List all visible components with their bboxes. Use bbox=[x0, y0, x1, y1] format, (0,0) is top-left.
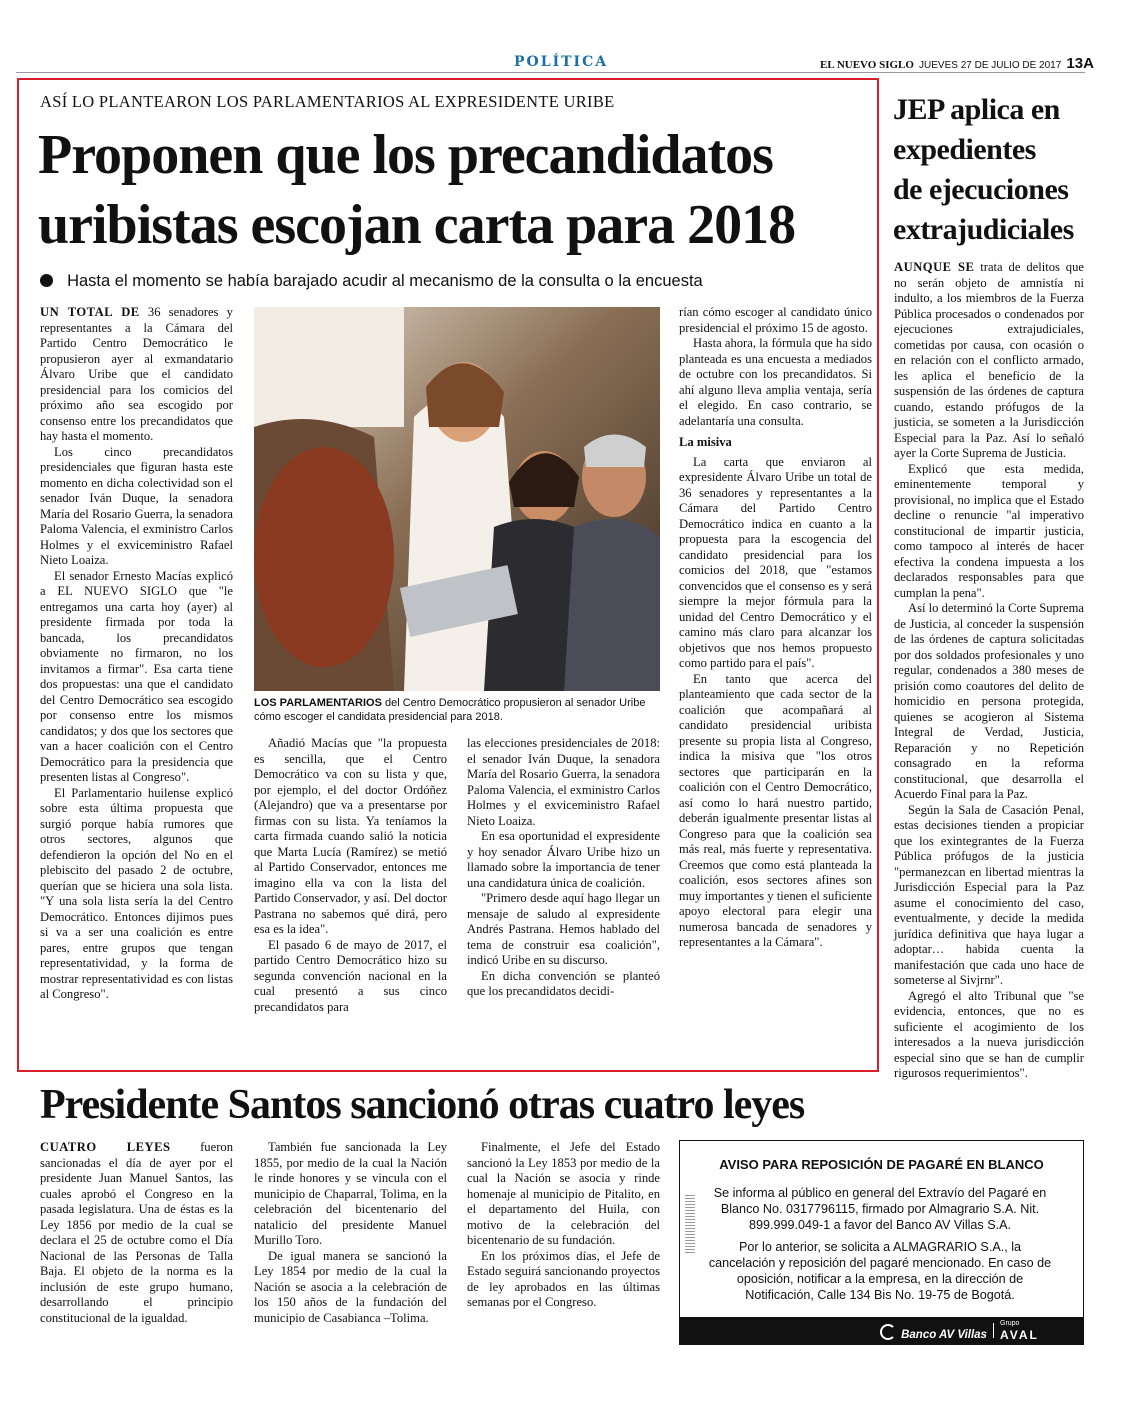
paragraph: Finalmente, el Jefe del Estado sancionó la Ley 1853 por medio de la cual la Nación se asocia y rinde homenaje al municipio de Pitalito, en el departamento del Huila, con motivo de la celebración del bicentenario de su fundación. bbox=[467, 1140, 660, 1247]
bottom-headline: Presidente Santos sancionó otras cuatro leyes bbox=[40, 1082, 805, 1128]
paragraph: Añadió Macías que "la propuesta es sencilla, que el Centro Democrático va con su lista y que, por ejemplo, el del doctor Ordóñez (Alejandro) que va a presentarse por firmas con su lista. Ya teníamos la carta firmada cuando salió la noticia que Marta Lucía (Ramírez) se metió al Partido Conservador, entonces me imagino ella va con la lista del Partido Conservador, y así. Del doctor Pastrana no sabemos qué dirá, pero esa es la idea". bbox=[254, 736, 447, 936]
paragraph: "Primero desde aquí hago llegar un mensaje de saludo al expresidente Andrés Pastrana. Hemos hablado del tema de construir esa coalición", indicó Uribe en su discurso. bbox=[467, 891, 660, 967]
legal-notice-ad bbox=[679, 1140, 1084, 1345]
paragraph: 36 senadores y representantes a la Cámara del Partido Centro Democrático le propusieron ayer al exmandatario Álvaro Uribe que el candidato presidencial para los comicios del próximo año sea escogido por consenso entre los precandidatos que hay hasta el momento. bbox=[40, 305, 233, 443]
photo-caption bbox=[254, 696, 660, 724]
subheadline-text: Hasta el momento se había barajado acudir al mecanismo de la consulta o la encuesta bbox=[67, 272, 703, 290]
main-col-1 bbox=[40, 305, 233, 1003]
issue-date: JUEVES 27 DE JULIO DE 2017 bbox=[919, 60, 1062, 71]
subhead-la-misiva: La misiva bbox=[679, 435, 732, 449]
paragraph: El pasado 6 de mayo de 2017, el partido Centro Democrático hizo su segunda convención nacional en la cual presentó a sus cinco precandidatos para bbox=[254, 937, 447, 1014]
page-number: 13A bbox=[1066, 55, 1094, 72]
bottom-col-2 bbox=[254, 1140, 447, 1326]
group-logo bbox=[1000, 1319, 1080, 1342]
group-divider bbox=[993, 1323, 994, 1338]
ad-footer-bar bbox=[680, 1317, 1083, 1344]
ad-title: AVISO PARA REPOSICIÓN DE PAGARÉ EN BLANCO bbox=[719, 1157, 1044, 1172]
paragraph: En tanto que acerca del planteamiento que cada sector de la coalición que acompañará al candidato presidencial uribista presente su propia lista al Congreso, indica la misiva que "los otros sectores que participarán en la coalición con el Centro Democrático, así como lo hará nuestro partido, deberán igualmente presentar listas al Congreso para que la coalición sea más real, más fuerte y representativa. Creemos que como está planteada la coalición, esos sectores afines son muy importantes y tienen el suficiente apoyo electoral para elegir una numerosa bancada de senadores y representantes a la Cámara". bbox=[679, 671, 872, 949]
paragraph: Los cinco precandidatos presidenciales que figuran hasta este momento en dicha colectividad son el senador Iván Duque, la senadora María del Rosario Guerra, la senadora Paloma Valencia, el exministro Carlos Holmes y el exviceministro Rafael Nieto Loaiza. bbox=[40, 444, 233, 567]
caption-lead: LOS PARLAMENTARIOS bbox=[254, 697, 382, 709]
subheadline bbox=[40, 271, 703, 291]
paragraph: De igual manera se sancionó la Ley 1854 por medio de la cual la Nación se asocia a la celebración de los 150 años de la fundación del municipio de Casabianca –Tolima. bbox=[254, 1248, 447, 1325]
ad-vertical-stamp bbox=[685, 1193, 695, 1253]
article-photo bbox=[254, 307, 660, 691]
side-headline-line: de ejecuciones bbox=[893, 173, 1069, 206]
main-col-4 bbox=[679, 305, 872, 951]
side-headline-line: extrajudiciales bbox=[893, 213, 1074, 246]
group-small-label: Grupo bbox=[1000, 1320, 1020, 1327]
newspaper-name: EL NUEVO SIGLO bbox=[820, 59, 914, 71]
lead-in: CUATRO LEYES bbox=[40, 1140, 171, 1154]
main-col-3 bbox=[467, 736, 660, 1000]
lead-in: AUNQUE SE bbox=[894, 260, 975, 274]
paragraph: En esa oportunidad el expresidente y hoy senador Álvaro Uribe hizo un llamado sobre la importancia de tener una candidatura única de coalición. bbox=[467, 829, 660, 890]
headline-line-2: uribistas escojan carta para 2018 bbox=[38, 194, 796, 256]
header-rule bbox=[16, 72, 1085, 73]
paragraph: las elecciones presidenciales de 2018: el senador Iván Duque, la senadora María del Rosario Guerra, la senadora Paloma Valencia, el exministro Carlos Holmes y el exviceministro Rafael Nieto Loaiza. bbox=[467, 736, 660, 828]
main-col-2 bbox=[254, 736, 447, 1015]
bank-logo bbox=[880, 1323, 987, 1342]
paragraph: En los próximos días, el Jefe de Estado seguirá sancionando proyectos de ley aprobados en las últimas semanas por el Congreso. bbox=[467, 1248, 660, 1309]
bottom-col-3 bbox=[467, 1140, 660, 1311]
ad-paragraph-1: Se informa al público en general del Extravío del Pagaré en Blanco No. 0317796115, firmado por Almagrario S.A. Nit. 899.999.049-1 a favor del Banco AV Villas S.A. bbox=[713, 1186, 1047, 1232]
lead-in: UN TOTAL DE bbox=[40, 305, 140, 319]
paragraph: Según la Sala de Casación Penal, estas decisiones tienden a propiciar que los exintegrantes de la Fuerza Pública prófugos de la justicia "permanezcan en libertad mientras la Jurisdicción Especial para la Paz asume el conocimiento del caso, eventualmente, y decide la medida jurídica definitiva que haya lugar a adoptar… habida cuenta la manifestación que cada uno hace de someterse al Sivjrnr". bbox=[894, 802, 1084, 987]
paragraph: La carta que enviaron al expresidente Álvaro Uribe un total de 36 senadores y representantes a la Cámara del Partido Centro Democrático indica en cuanto a la propuesta para la escogencia del candidato presidencial para los comicios del 2018, que "estamos convencidos que el consenso es y será siempre la mejor fórmula para la unidad del Centro Democrático y el camino más claro para alcanzar los objetivos que nos hemos propuesto como partido para el país". bbox=[679, 454, 872, 670]
bullet-icon bbox=[40, 274, 53, 287]
masthead-line bbox=[820, 53, 1094, 72]
paragraph: El senador Ernesto Macías explicó a EL NUEVO SIGLO que "le entregamos una carta hoy (ayer) al presidente firmada por toda la bancada, los precandidatos obviamente no firmaron, no los invitamos a firmar". Esa carta tiene dos propuestas: una que el candidato del Centro Democrático sea escogido por consenso entre los mismos candidatos; y dos que los sectores que van a hacer coalición con el Centro Democrático para la presidencia que presenten listas al Congreso". bbox=[40, 568, 233, 784]
paragraph: trata de delitos que no serán objeto de amnistía ni indulto, a los miembros de la Fuerza Pública procesados o condenados por ejecuciones extrajudiciales, cometidas por causa, con ocasión o en relación con el conflicto armado, les aplica el beneficio de la suspensión de las órdenes de captura cuando, estando prófugos de la justicia, se someten a la Jurisdicción Especial para la Paz. Así lo señaló ayer la Corte Suprema de Justicia. bbox=[894, 260, 1084, 460]
bottom-col-1 bbox=[40, 1140, 233, 1326]
ad-paragraph-2: Por lo anterior, se solicita a ALMAGRARIO S.A., la cancelación y reposición del pagaré mencionado. En caso de oposición, notificar a la empresa, en la dirección de Notificación, Calle 134 Bis No. 19-75 de Bogotá. bbox=[708, 1240, 1052, 1302]
paragraph: Agregó el alto Tribunal que "se evidencia, entonces, que no es suficiente el acogimiento de los interesados a la nueva jurisdicción especial sino que se han de cumplir rigurosos requerimientos". bbox=[894, 988, 1084, 1080]
paragraph: Así lo determinó la Corte Suprema de Justicia, al conceder la suspensión de las órdenes de captura solicitadas por dos soldados profesionales y uno regular, condenados a 380 meses de prisión como coautores del delito de homicidio en persona protegida, quienes se acogieron al Sistema Integral de Verdad, Justicia, Reparación y no Repetición consagrado en la reforma constitucional, que desarrolla el Acuerdo Final para la Paz. bbox=[894, 601, 1084, 801]
article-kicker: ASÍ LO PLANTEARON LOS PARLAMENTARIOS AL EXPRESIDENTE URIBE bbox=[40, 92, 615, 111]
side-headline bbox=[893, 90, 1093, 250]
headline-line-1: Proponen que los precandidatos bbox=[38, 124, 773, 186]
paragraph: rían cómo escoger al candidato único presidencial el próximo 15 de agosto. bbox=[679, 305, 872, 335]
bank-swirl-icon bbox=[880, 1324, 896, 1340]
section-label: POLÍTICA bbox=[514, 54, 609, 70]
side-article-body bbox=[894, 260, 1084, 1082]
paragraph: También fue sancionada la Ley 1855, por medio de la cual la Nación le rinde honores y se vincula con el municipio de Chaparral, Tolima, en la celebración del bicentenario del natalicio del presidente Manuel Murillo Toro. bbox=[254, 1140, 447, 1247]
paragraph: En dicha convención se planteó que los precandidatos decidi- bbox=[467, 968, 660, 998]
caption-text: del Centro Democrático propusieron al senador Uribe cómo escoger el candidata presidencial para 2018. bbox=[254, 697, 646, 723]
paragraph: fueron sancionadas el día de ayer por el presidente Juan Manuel Santos, las cuales aprobó el Congreso en la pasada legislatura. Una de éstas es la Ley 1856 por medio de la cual se declara el 25 de octubre como el Día Nacional de las Personas de Talla Baja. El objeto de la norma es la inclusión de este grupo humano, desarrollando el principio constitucional de la igualdad. bbox=[40, 1140, 233, 1325]
photo-illustration bbox=[254, 307, 660, 691]
bank-name: Banco AV Villas bbox=[901, 1329, 987, 1341]
side-headline-line: JEP aplica en bbox=[893, 93, 1060, 126]
side-headline-line: expedientes bbox=[893, 133, 1036, 166]
group-name: AVAL bbox=[1000, 1328, 1039, 1342]
paragraph: El Parlamentario huilense explicó sobre esta última propuesta que surgió porque había rumores que otros sectores, algunos que defendieron la opción del No en el plebiscito del pasado 2 de octubre, querían que se hiciera una sola lista. "Y una sola lista sería la del Centro Democrático. Entonces dijimos pues si va a ser una coalición es entre pares, entre grupos que tengan representatividad, y la forma de mostrar representatividad es con listas al Congreso". bbox=[40, 785, 233, 1001]
paragraph: Hasta ahora, la fórmula que ha sido planteada es una encuesta a mediados de octubre con los precandidatos. Si ahí alguno lleva amplia ventaja, sería el elegido. En caso contrario, se adelantaría una consulta. bbox=[679, 336, 872, 428]
paragraph: Explicó que esta medida, eminentemente temporal y provisional, no implica que el Estado decline o renuncie "al imperativo constitucional de impartir justicia, como tampoco al interés de hacer efectiva la condena impuesta a los declarados responsables para que cumplan la pena". bbox=[894, 461, 1084, 600]
